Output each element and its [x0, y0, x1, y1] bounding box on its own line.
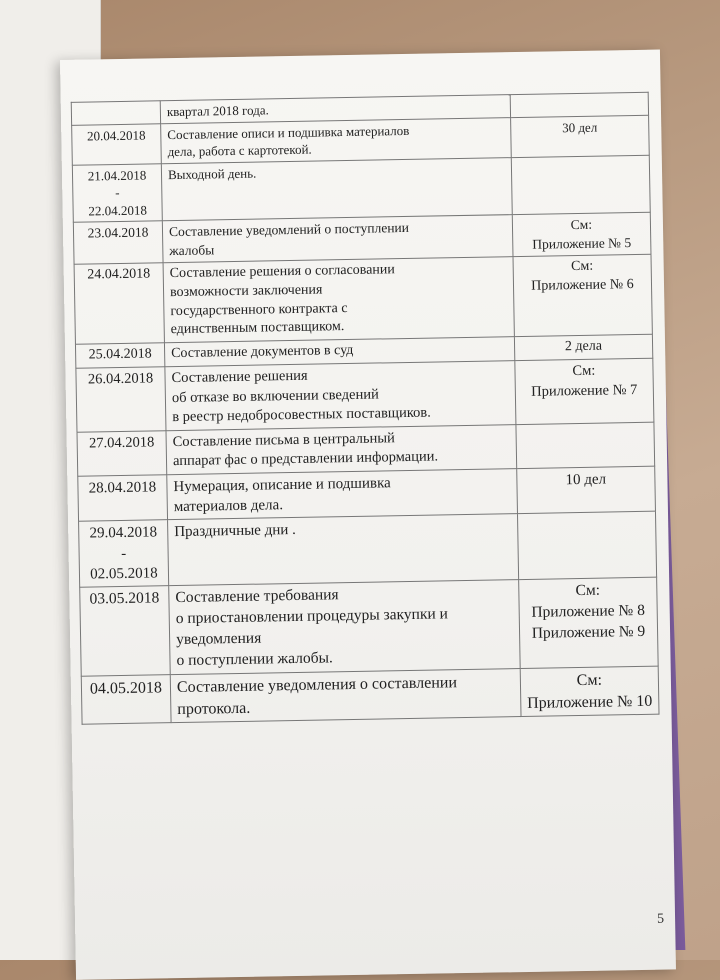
table-row [80, 577, 658, 676]
task-cell: Составление описи и подшивка материалов дела, работа с картотекой. [161, 117, 512, 163]
task-cell: Составление документов в суд [164, 337, 514, 367]
date-cell: 21.04.2018 - 22.04.2018 [72, 163, 162, 222]
result-cell: См: Приложение № 7 [515, 358, 654, 424]
document-page [60, 50, 676, 980]
result-cell: 30 дел [510, 115, 649, 157]
result-cell: 10 дел [517, 466, 656, 514]
date-cell: 25.04.2018 [75, 343, 164, 368]
task-cell: Составление уведомления о составлении протокола. [170, 668, 521, 722]
date-cell: 24.04.2018 [74, 262, 164, 344]
table-row [74, 254, 652, 345]
task-cell: Составление решения об отказе во включении сведений в реестр недобросовестных поставщиков. [165, 361, 516, 431]
table-row [81, 666, 659, 724]
task-cell: Нумерация, описание и подшивка материалов дела. [167, 469, 518, 521]
table-row [79, 512, 657, 588]
result-cell [510, 92, 649, 117]
date-cell: 28.04.2018 [78, 475, 168, 522]
result-cell: См: Приложение № 8 Приложение № 9 [519, 577, 659, 668]
result-cell [517, 512, 656, 580]
task-cell: Составление требования о приостановлении процедуры закупки и уведомления о поступлении жалобы. [169, 580, 520, 675]
result-cell: См: Приложение № 10 [520, 666, 659, 717]
task-cell: Составление письма в центральный аппарат фас о представлении информации. [166, 424, 517, 474]
task-cell: Составление решения о согласовании возможности заключения государственного контракта с единственным поставщиком. [163, 256, 514, 343]
task-cell: Составление уведомлений о поступлении жалобы [162, 215, 513, 263]
task-cell: Праздничные дни . [168, 514, 519, 586]
table-row [72, 155, 650, 223]
date-cell: 03.05.2018 [80, 586, 171, 676]
date-cell: 27.04.2018 [77, 431, 167, 477]
result-cell: 2 дела [514, 334, 653, 360]
date-cell: 04.05.2018 [81, 675, 171, 725]
date-cell: 20.04.2018 [72, 123, 162, 165]
schedule-table [71, 92, 660, 725]
page-number: 5 [656, 911, 665, 927]
result-cell: См: Приложение № 6 [513, 254, 653, 337]
date-cell: 23.04.2018 [73, 221, 163, 264]
task-cell: квартал 2018 года. [160, 95, 510, 124]
date-cell: 29.04.2018 - 02.05.2018 [79, 520, 169, 587]
task-cell: Выходной день. [161, 157, 512, 221]
date-cell: 26.04.2018 [76, 367, 166, 432]
table-row [76, 358, 654, 432]
result-cell: См: Приложение № 5 [512, 213, 651, 257]
result-cell [511, 155, 650, 215]
result-cell [516, 422, 655, 469]
date-cell [71, 101, 160, 125]
